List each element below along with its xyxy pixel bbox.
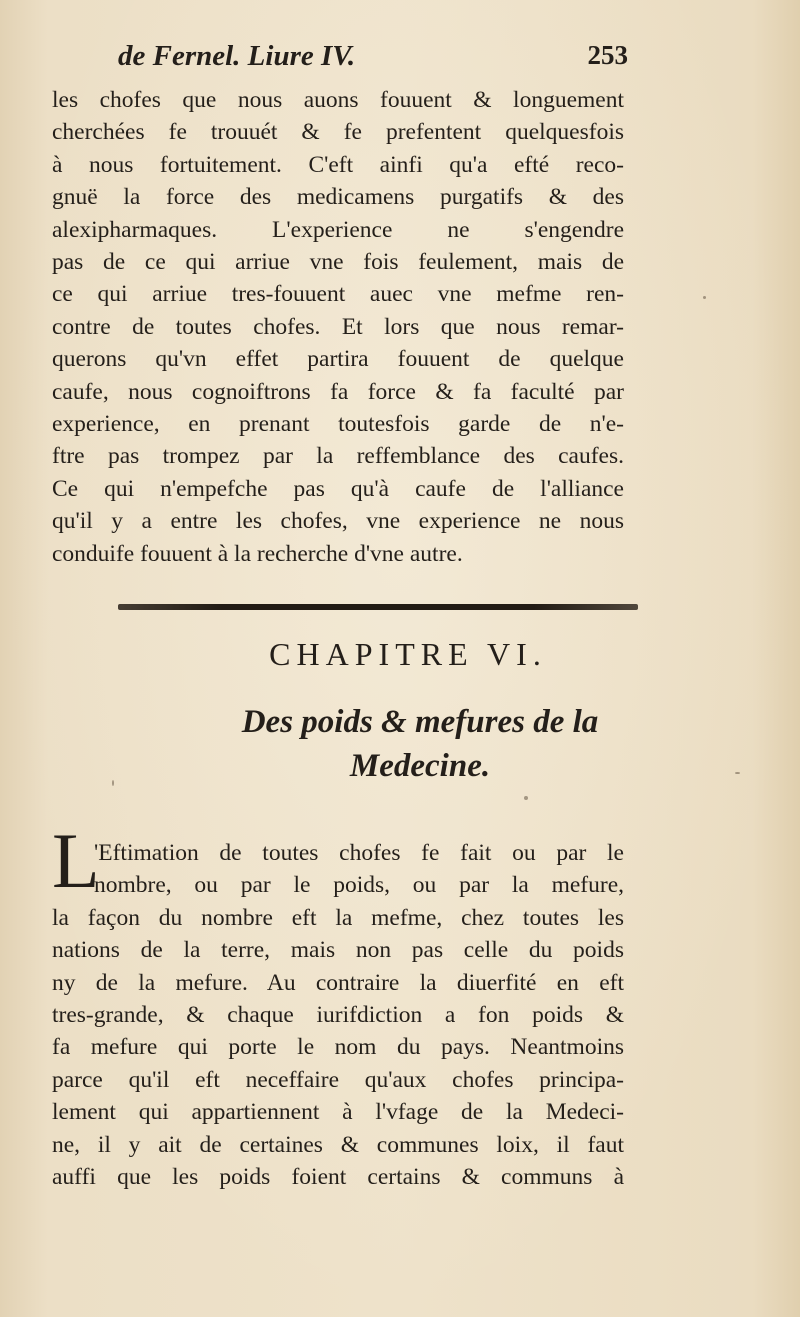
running-title: de Fernel. Liure IV. (118, 40, 356, 72)
text-line: à nous fortuitement. C'eft ainfi qu'a efté reco- (52, 151, 624, 178)
text-line: qu'il y a entre les chofes, vne experience ne nous (52, 508, 624, 535)
text-line: parce qu'il eft neceffaire qu'aux chofes principa- (52, 1066, 624, 1093)
text-line: auffi que les poids foient certains & communs à (52, 1164, 624, 1191)
text-line: ce qui arriue tres-fouuent auec vne mefme ren- (52, 281, 624, 308)
text-line: la façon du nombre eft la mefme, chez toutes les (52, 904, 624, 931)
text-line: ftre pas trompez par la reffemblance des caufes. (52, 443, 624, 470)
paper-speck (524, 796, 528, 800)
chapter-opening-paragraph (52, 837, 624, 1193)
text-line: querons qu'vn effet partira fouuent de quelque (52, 346, 624, 373)
text-line: lement qui appartiennent à l'vfage de la Medeci- (52, 1099, 624, 1126)
running-header (118, 40, 628, 84)
text-line: caufe, nous cognoiftrons fa force & fa faculté par (52, 378, 624, 405)
text-line: ny de la mefure. Au contraire la diuerfité en eft (52, 969, 624, 996)
text-line: 'Eftimation de toutes chofes fe fait ou par le (94, 840, 624, 866)
chapter-title (0, 700, 800, 788)
text-line: pas de ce qui arriue vne fois feulement, mais de (52, 249, 624, 276)
paper-speck (703, 296, 706, 299)
text-line: fa mefure qui porte le nom du pays. Neantmoins (52, 1034, 624, 1061)
chapter-title-line: Des poids & mefures de la (241, 704, 599, 740)
text-line: experience, en prenant toutesfois garde de n'e- (52, 411, 624, 438)
text-line: Ce qui n'empefche pas qu'à caufe de l'alliance (52, 475, 624, 502)
text-line: tres-grande, & chaque iurifdiction a fon poids & (52, 1002, 624, 1029)
text-line: nombre, ou par le poids, ou par la mefure, (94, 872, 624, 899)
drop-cap: L (52, 817, 100, 904)
paragraph-continuation (52, 84, 624, 570)
text-line: les chofes que nous auons fouuent & longuement (52, 87, 624, 113)
paper-speck (112, 780, 114, 786)
page-number: 253 (587, 40, 628, 70)
paper-speck (735, 772, 740, 774)
text-line: alexipharmaques. L'experience ne s'engendre (52, 216, 624, 243)
text-line: contre de toutes chofes. Et lors que nous remar- (52, 313, 624, 340)
chapter-heading: CHAPITRE VI. (269, 636, 547, 672)
chapter-title-line: Medecine. (349, 748, 491, 784)
text-line: ne, il y ait de certaines & communes loix, il faut (52, 1131, 624, 1158)
text-line: gnuë la force des medicamens purgatifs & des (52, 184, 624, 211)
text-line: cherchées fe trouuét & fe prefentent quelquesfois (52, 119, 624, 146)
text-line: conduife fouuent à la recherche d'vne autre. (52, 540, 463, 567)
section-divider-rule (118, 604, 638, 610)
text-line: nations de la terre, mais non pas celle du poids (52, 937, 624, 964)
